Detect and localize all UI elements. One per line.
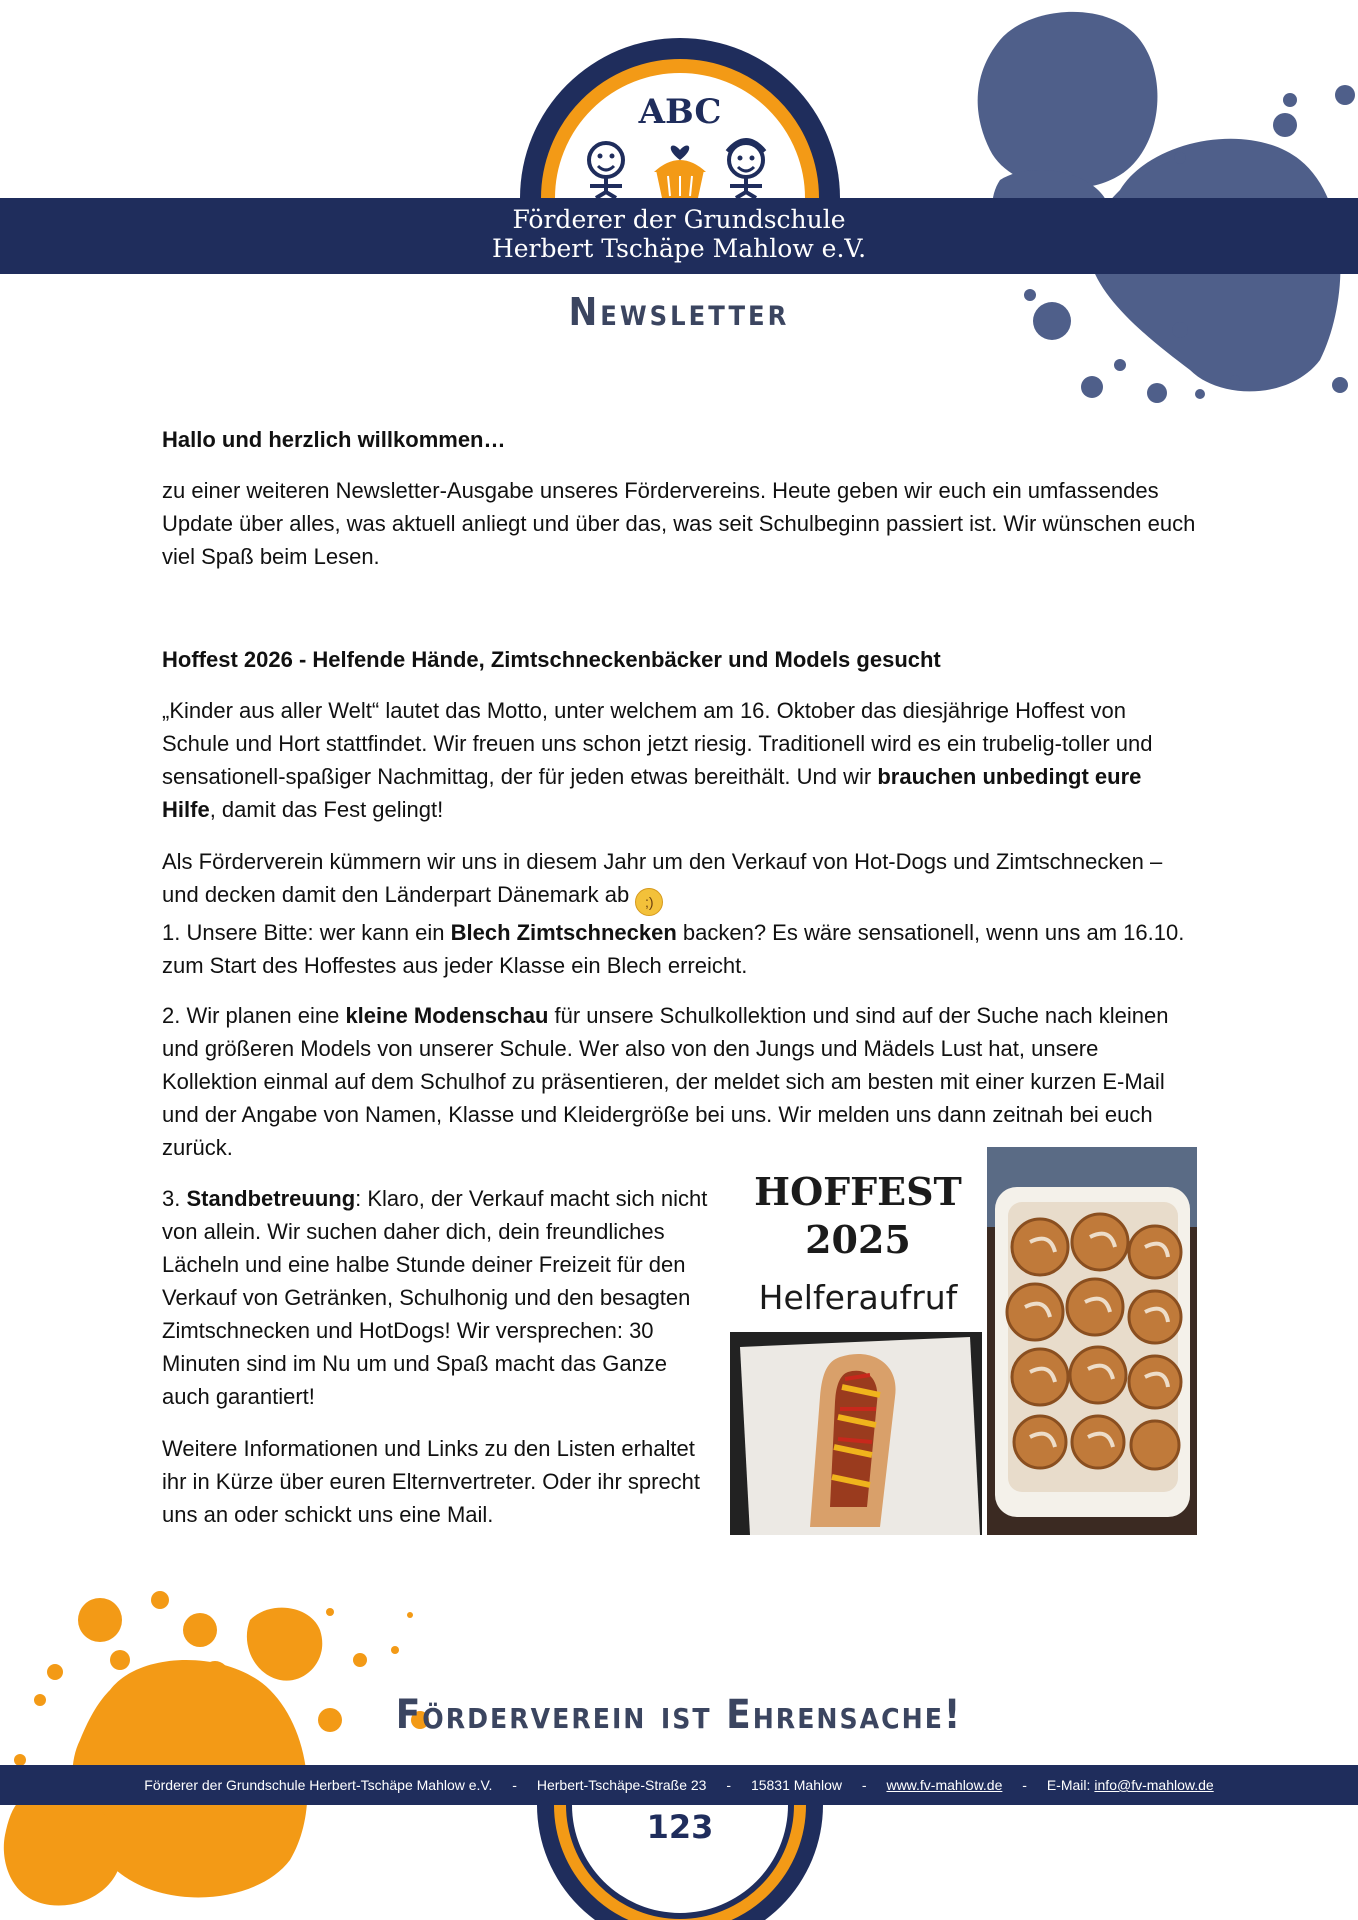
footer-contact bbox=[0, 1775, 1358, 1795]
footer-org: Förderer der Grundschule Herbert-Tschäpe Mahlow e.V. bbox=[144, 1777, 493, 1793]
poster-line3: Helferaufruf bbox=[758, 1278, 958, 1317]
intro-heading: Hallo und herzlich willkommen… bbox=[162, 427, 506, 452]
footer-city: 15831 Mahlow bbox=[750, 1777, 842, 1793]
org-name-line1: Förderer der Grundschule bbox=[512, 205, 846, 234]
article-paragraph-3: 2. Wir planen eine kleine Modenschau für unsere Schulkollektion und sind auf der Suche nach kleinen und größeren Models von unserer Schule. Wer also von den Jungs und Mädels Lust hat, unsere Kollektion einmal auf dem Schulhof zu präsentieren, der meldet sich am besten mit einer kurzen E-Mail und der Angabe von Namen, Klasse und Kleidergröße bei uns. Wir melden uns dann zeitnah bei euch zurück. bbox=[162, 1003, 1169, 1160]
footer-slogan: Förderverein ist Ehrensache! bbox=[395, 1692, 963, 1738]
org-name-line2: Herbert Tschäpe Mahlow e.V. bbox=[491, 234, 867, 263]
article-paragraph-4: 3. Standbetreuung: Klaro, der Verkauf macht sich nicht von allein. Wir suchen daher dich, dein freundliches Lächeln und eine halbe Stunde deiner Freizeit für den Verkauf von Getränken, Schulhonig und den besagten Zimtschnecken und HotDogs! Wir versprechen: 30 Minuten sind im Nu um und Spaß macht das Ganze auch garantiert! bbox=[162, 1186, 708, 1409]
article-paragraph-2: Als Förderverein kümmern wir uns in diesem Jahr um den Verkauf von Hot-Dogs und Zimtschnecken – und decken damit den Länderpart Dänemark ab ;) 1. Unsere Bitte: wer kann ein Blech Zimtschnecken backen? Es wäre sensationell, wenn uns am 16.10. zum Start des Hoffestes aus jeder Klasse ein Blech erreicht. bbox=[162, 849, 1185, 978]
footer-separator: - bbox=[726, 1777, 732, 1793]
intro-body: zu einer weiteren Newsletter-Ausgabe unseres Fördervereins. Heute geben wir euch ein umfassendes Update über alles, was aktuell anliegt und über das, was seit Schulbeginn passiert ist. Wir wünschen euch viel Spaß beim Lesen. bbox=[162, 478, 1196, 569]
footer-separator: - bbox=[512, 1777, 517, 1793]
footer-street: Herbert-Tschäpe-Straße 23 bbox=[536, 1777, 707, 1793]
footer-email-label: E-Mail: bbox=[1046, 1777, 1091, 1793]
poster-line2: 2025 bbox=[805, 1217, 911, 1262]
wink-emoji-icon: ;) bbox=[635, 888, 663, 916]
footer-separator: - bbox=[861, 1777, 867, 1793]
footer-email-link[interactable]: info@fv-mahlow.de bbox=[1094, 1777, 1214, 1793]
hoffest-poster-image bbox=[730, 1147, 1197, 1535]
logo-text: ABC bbox=[638, 92, 722, 132]
newsletter-title: Newsletter bbox=[568, 290, 790, 334]
orange-ink-splash-icon bbox=[4, 1591, 429, 1906]
page-number: 123 bbox=[646, 1808, 714, 1846]
poster-line1: HOFFEST bbox=[754, 1169, 962, 1214]
article-heading: Hoffest 2026 - Helfende Hände, Zimtschneckenbäcker und Models gesucht bbox=[162, 647, 941, 672]
article-paragraph-1: „Kinder aus aller Welt“ lautet das Motto, unter welchem am 16. Oktober das diesjährige Hoffest von Schule und Hort stattfindet. Wir freuen uns schon jetzt riesig. Traditionell wird es ein trubelig-toller und sensationell-spaßiger Nachmittag, der für jeden etwas bereithält. Und wir brauchen unbedingt eure Hilfe, damit das Fest gelingt! bbox=[162, 698, 1153, 822]
footer-website-link[interactable]: www.fv-mahlow.de bbox=[886, 1777, 1003, 1793]
article-paragraph-5: Weitere Informationen und Links zu den Listen erhaltet ihr in Kürze über euren Elternvertreter. Oder ihr sprecht uns an oder schickt uns eine Mail. bbox=[162, 1436, 701, 1527]
footer-separator: - bbox=[1022, 1777, 1027, 1793]
